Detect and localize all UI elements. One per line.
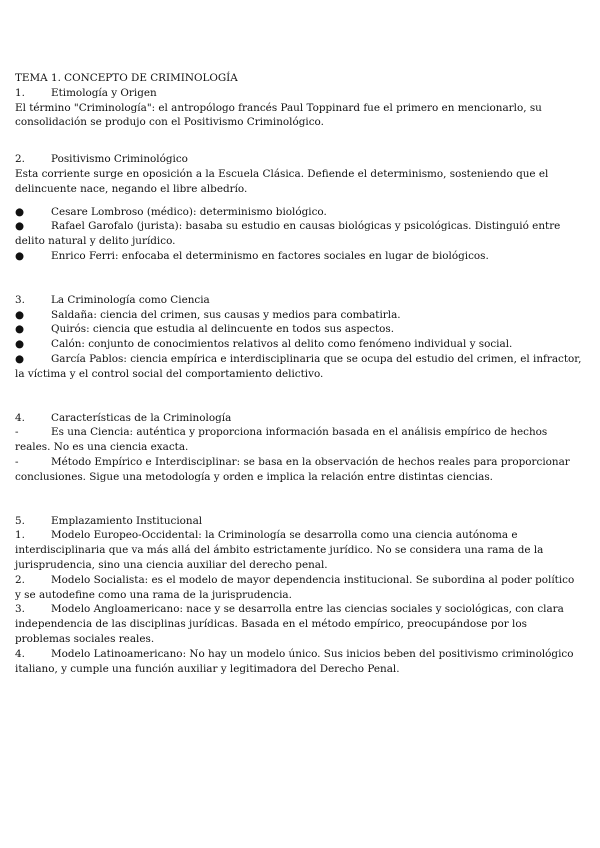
list-item-text: Modelo Europeo-Occidental: la Criminología se desarrolla como una ciencia autónoma e interdisciplinaria que va más allá del ámbito estrictamente jurídico. No se considera una rama de la jurisprudencia, sino una ciencia auxiliar del derecho penal.: [15, 529, 544, 571]
list-item-text: Quirós: ciencia que estudia al delincuente en todos sus aspectos.: [51, 323, 395, 336]
section-2-number: 2.: [15, 153, 25, 166]
list-item-text: Saldaña: ciencia del crimen, sus causas y medios para combatirla.: [51, 308, 401, 321]
list-item-text: Modelo Socialista: es el modelo de mayor dependencia institucional. Se subordina al poder político y se autodefine como una rama de la jurisprudencia.: [15, 573, 575, 601]
list-item-text: Modelo Latinoamericano: No hay un modelo único. Sus inicios beben del positivismo criminológico italiano, y cumple una función auxiliar y legitimadora del Derecho Penal.: [15, 647, 574, 675]
section-4-title: Características de la Criminología: [51, 411, 232, 424]
bullet-marker: ●: [15, 323, 25, 336]
section-4-number: 4.: [15, 411, 25, 424]
dash-marker: -: [15, 455, 19, 468]
section-3-heading: [15, 293, 583, 308]
document-title: TEMA 1. CONCEPTO DE CRIMINOLOGÍA: [15, 72, 238, 84]
list-item: [15, 219, 583, 249]
list-item: [15, 528, 583, 572]
list-item: [15, 425, 583, 455]
section-1-title: Etimología y Origen: [51, 86, 157, 99]
section-1-paragraph: El término "Criminología": el antropólogo francés Paul Toppinard fue el primero en mencionarlo, su consolidación se produjo con el Positivismo Criminológico.: [15, 101, 542, 129]
list-item: [15, 322, 583, 337]
list-item-text: Modelo Angloamericano: nace y se desarrolla entre las ciencias sociales y sociológicas, con clara independencia de las disciplinas jurídicas. Basada en el método empírico, preocupándose por los problemas sociales reales.: [15, 603, 564, 645]
section-5-number: 5.: [15, 514, 25, 527]
bullet-marker: ●: [15, 308, 25, 321]
list-item-text: Método Empírico e Interdisciplinar: se basa en la observación de hechos reales para proporcionar conclusiones. Sigue una metodología y orden e implica la relación entre distintas ciencias.: [15, 455, 570, 483]
section-5-heading: [15, 514, 583, 529]
list-item: [15, 647, 583, 677]
dash-marker: -: [15, 426, 19, 439]
list-item: [15, 205, 583, 220]
bullet-marker: ●: [15, 249, 25, 262]
list-item-text: Cesare Lombroso (médico): determinismo biológico.: [51, 205, 327, 218]
list-item-text: Calón: conjunto de conocimientos relativos al delito como fenómeno individual y social.: [51, 338, 513, 351]
number-marker: 4.: [15, 647, 25, 660]
document-body: [15, 71, 583, 676]
list-item: [15, 352, 583, 382]
number-marker: 2.: [15, 573, 25, 586]
list-item: [15, 337, 583, 352]
bullet-marker: ●: [15, 205, 25, 218]
list-item-text: Enrico Ferri: enfocaba el determinismo en factores sociales en lugar de biológicos.: [51, 249, 489, 262]
list-item: [15, 602, 583, 646]
bullet-marker: ●: [15, 338, 25, 351]
section-3-title: La Criminología como Ciencia: [51, 293, 210, 306]
list-item: [15, 455, 583, 485]
list-item: [15, 249, 583, 264]
number-marker: 1.: [15, 529, 25, 542]
section-3-number: 3.: [15, 293, 25, 306]
bullet-marker: ●: [15, 220, 25, 233]
list-item: [15, 573, 583, 603]
list-item-text: Es una Ciencia: auténtica y proporciona información basada en el análisis empírico de hechos reales. No es una ciencia exacta.: [15, 426, 548, 454]
section-2-heading: [15, 152, 583, 167]
section-2-title: Positivismo Criminológico: [51, 153, 188, 166]
section-4-heading: [15, 411, 583, 426]
list-item: [15, 308, 583, 323]
section-2-paragraph: Esta corriente surge en oposición a la Escuela Clásica. Defiende el determinismo, sosteniendo que el delincuente nace, negando el libre albedrío.: [15, 167, 549, 195]
section-5-title: Emplazamiento Institucional: [51, 514, 203, 527]
section-1-number: 1.: [15, 86, 25, 99]
list-item-text: Rafael Garofalo (jurista): basaba su estudio en causas biológicas y psicológicas. Distinguió entre delito natural y delito jurídico.: [15, 220, 561, 248]
list-item-text: García Pablos: ciencia empírica e interdisciplinaria que se ocupa del estudio del crimen, el infractor, la víctima y el control social del comportamiento delictivo.: [15, 352, 582, 380]
bullet-marker: ●: [15, 352, 25, 365]
section-1-heading: [15, 86, 583, 101]
number-marker: 3.: [15, 603, 25, 616]
